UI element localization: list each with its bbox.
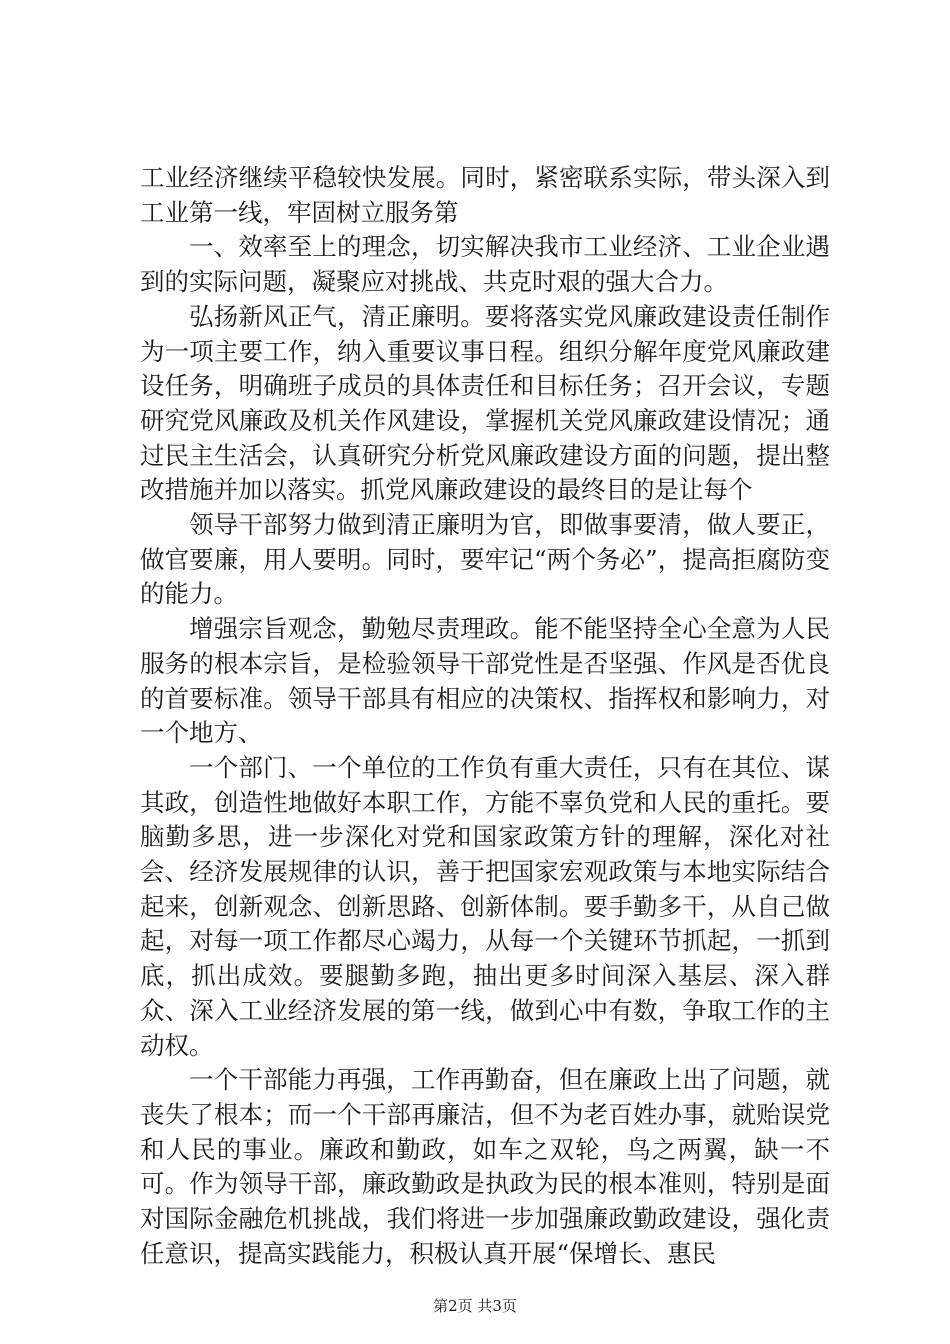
paragraph-1: 工业经济继续平稳较快发展。同时，紧密联系实际，带头深入到工业第一线，牢固树立服务第	[140, 163, 830, 227]
paragraph-5: 增强宗旨观念，勤勉尽责理政。能不能坚持全心全意为人民服务的根本宗旨，是检验领导干部党性是否坚强、作风是否优良的首要标准。领导干部具有相应的决策权、指挥权和影响力，对一个地方、	[140, 614, 830, 748]
document-body	[140, 161, 830, 1272]
page-number: 第2页 共3页	[433, 1297, 517, 1315]
page-footer	[0, 1296, 950, 1316]
paragraph-7: 一个干部能力再强，工作再勤奋，但在廉政上出了问题，就丧失了根本；而一个干部再廉洁，但不为老百姓办事，就贻误党和人民的事业。廉政和勤政，如车之双轮，鸟之两翼，缺一不可。作为领导干部，廉政勤政是执政为民的根本准则，特别是面对国际金融危机挑战，我们将进一步加强廉政勤政建设，强化责任意识，提高实践能力，积极认真开展“保增长、惠民	[140, 1065, 830, 1268]
paragraph-2: 一、效率至上的理念，切实解决我市工业经济、工业企业遇到的实际问题，凝聚应对挑战、共克时艰的强大合力。	[140, 232, 830, 297]
paragraph-3: 弘扬新风正气，清正廉明。要将落实党风廉政建设责任制作为一项主要工作，纳入重要议事日程。组织分解年度党风廉政建设任务，明确班子成员的具体责任和目标任务；召开会议，专题研究党风廉政及机关作风建设，掌握机关党风廉政建设情况；通过民主生活会，认真研究分析党风廉政建设方面的问题，提出整改措施并加以落实。抓党风廉政建设的最终目的是让每个	[140, 301, 830, 505]
paragraph-4: 领导干部努力做到清正廉明为官，即做事要清，做人要正，做官要廉，用人要明。同时，要牢记“两个务必”，提高拒腐防变的能力。	[140, 510, 830, 609]
paragraph-6: 一个部门、一个单位的工作负有重大责任，只有在其位、谋其政，创造性地做好本职工作，方能不辜负党和人民的重托。要脑勤多思，进一步深化对党和国家政策方针的理解，深化对社会、经济发展规律的认识，善于把国家宏观政策与本地实际结合起来，创新观念、创新思路、创新体制。要手勤多干，从自己做起，对每一项工作都尽心竭力，从每一个关键环节抓起，一抓到底，抓出成效。要腿勤多跑，抽出更多时间深入基层、深入群众、深入工业经济发展的第一线，做到心中有数，争取工作的主动权。	[140, 752, 830, 1060]
